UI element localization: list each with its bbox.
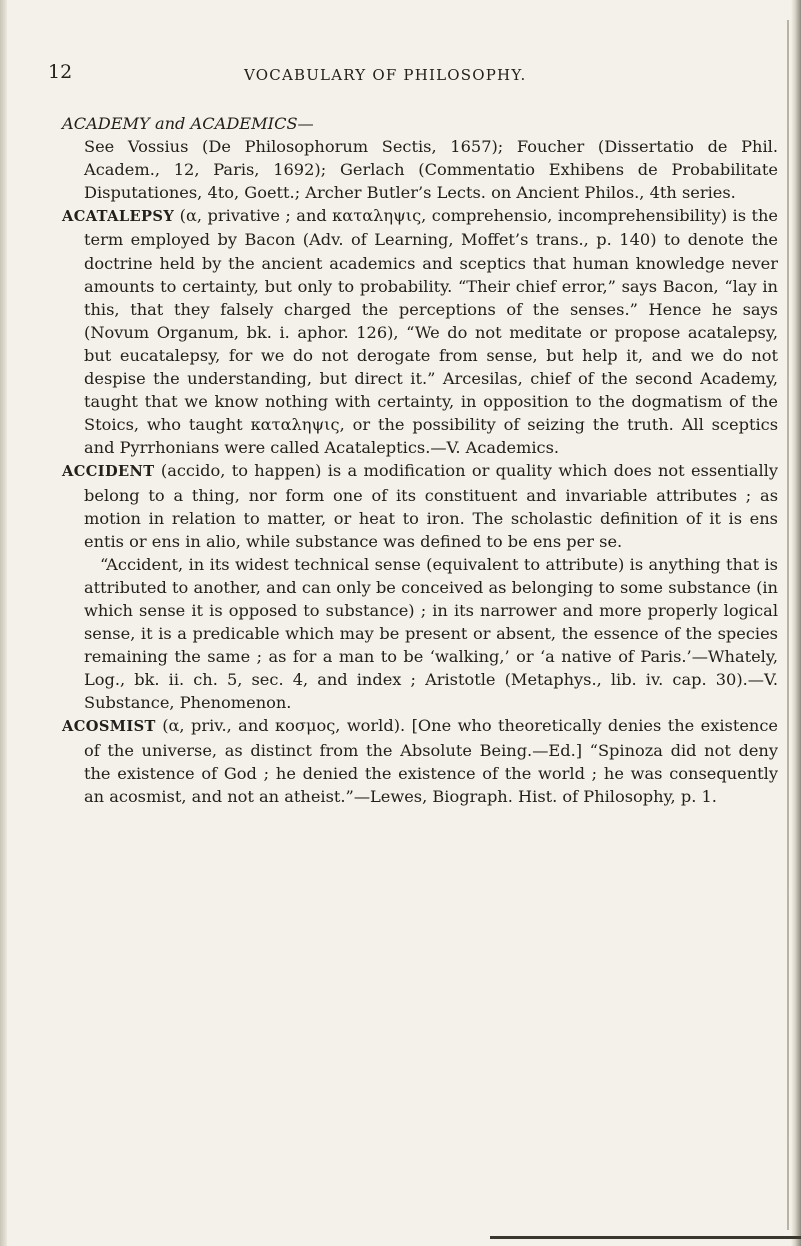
headword: ACADEMY and ACADEMICS— [62, 114, 314, 133]
page-right-edge [791, 0, 801, 1246]
entry-text: See Vossius (De Philosophorum Sectis, 1657); Foucher (Dissertatio de Phil. Academ., 12, Paris, 1692); Gerlach (Commentatio Exhibens de Probabilitate Disputationes, 4to, Goett.; Archer Butler’s Lects. on Ancient Philos., 4th series. [84, 137, 778, 203]
entry-accident-quote: “Accident, in its widest technical sense (equivalent to attribute) is anything that is attributed to another, and can only be conceived as belonging to some substance (in which sense it is opposed to substance) ; in its narrower and more properly logical sense, it is a predicable which may be present or absent, the essence of the species remaining the same ; as for a man to be ‘walking,’ or ‘a native of Paris.’—Whately, Log., bk. ii. ch. 5, sec. 4, and index ; Aristotle (Metaphys., lib. iv. cap. 30).—V. Substance, Phenomenon. [84, 554, 778, 713]
entry-acatalepsy [62, 204, 778, 459]
headword: ACATALEPSY [62, 208, 175, 226]
entry-text: (accido, to happen) is a modification or quality which does not essentially belong to a thing, nor form one of its constituent and invariable attributes ; as motion in relation to matter, or heat to iron. The scholastic definition of it is ens entis or ens in alio, while substance was defined to be ens per se. [84, 461, 778, 551]
page-left-edge [0, 0, 7, 1246]
entry-text: (α, privative ; and καταληψις, comprehensio, incomprehensibility) is the term employed by Bacon (Adv. of Learning, Moffet’s trans., p. 140) to denote the doctrine held by the ancient academics and sceptics that human knowledge never amounts to certainty, but only to probability. “Their chief error,” says Bacon, “lay in this, that they falsely charged the perceptions of the senses.” Hence he says (Novum Organum, bk. i. aphor. 126), “We do not meditate or propose acatalepsy, but eucatalepsy, for we do not derogate from sense, but help it, and we do not despise the understanding, but direct it.” Arcesilas, chief of the second Academy, taught that we know nothing with certainty, in opposition to the dogmatism of the Stoics, who taught καταληψις, or the possibility of seizing the truth. All sceptics and Pyrrhonians were called Acataleptics.—V. Academics. [84, 206, 778, 458]
headword: ACCIDENT [62, 463, 155, 481]
entry-academy [62, 112, 778, 204]
dictionary-body [62, 112, 778, 808]
entry-accident [62, 459, 778, 552]
running-title: VOCABULARY OF PHILOSOPHY. [244, 66, 527, 84]
page-bottom-rule [490, 1236, 801, 1239]
page-gutter-line [787, 20, 789, 1230]
headword: ACOSMIST [62, 718, 156, 736]
page-number: 12 [48, 61, 73, 83]
entry-text: (α, priv., and κοσμος, world). [One who theoretically denies the existence of the universe, as distinct from the Absolute Being.—Ed.] “Spinoza did not deny the existence of God ; he denied the existence of the world ; he was consequently an acosmist, and not an atheist.”—Lewes, Biograph. Hist. of Philosophy, p. 1. [84, 716, 778, 806]
page-header [0, 62, 801, 92]
entry-acosmist [62, 714, 778, 807]
